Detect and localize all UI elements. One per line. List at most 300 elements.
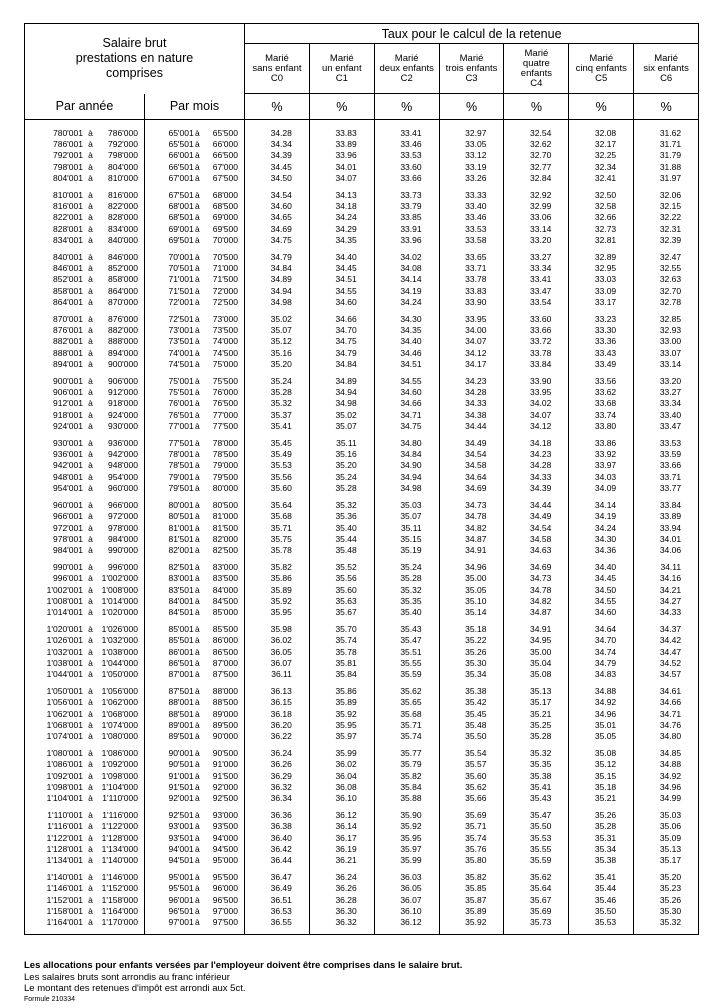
rate-cell-c1: 34.70 [309,325,374,336]
table-row [25,120,699,140]
range-from: 97'001 [168,917,194,927]
rate-cell-c0: 34.98 [245,297,310,308]
monthly-range-cell [145,771,245,782]
range-from: 95'001 [168,872,194,883]
rate-cell-c4: 34.28 [504,460,569,471]
range-separator: à [88,781,93,792]
table-row [25,720,699,731]
range-separator: à [88,759,93,770]
rate-cell-c3: 32.97 [439,120,504,140]
range-to: 86'500 [212,646,238,657]
rate-cell-c6: 33.00 [634,336,699,347]
rate-cell-c6: 35.09 [634,833,699,844]
monthly-range-cell [145,731,245,742]
range-from: 86'501 [168,657,194,668]
rate-cell-c3: 35.22 [439,635,504,646]
rate-cell-c0: 36.42 [245,844,310,855]
rate-cell-c2: 35.84 [374,782,439,793]
monthly-range-cell [145,201,245,212]
rate-cell-c3: 34.96 [439,556,504,573]
range-separator: à [88,314,93,325]
range-from: 1'164'001 [46,917,83,927]
rate-cell-c3: 34.07 [439,336,504,347]
rate-cell-c4: 35.43 [504,793,569,804]
rate-cell-c6: 33.34 [634,398,699,409]
range-separator: à [88,917,93,927]
rate-cell-c2: 35.79 [374,759,439,770]
table-row [25,246,699,263]
rate-cell-c5: 32.58 [569,201,634,212]
column-header-c3 [439,44,504,94]
range-separator: à [195,635,200,646]
range-separator: à [88,223,93,234]
range-separator: à [195,500,200,511]
range-separator: à [195,719,200,730]
rate-cell-c0: 34.34 [245,139,310,150]
range-separator: à [195,708,200,719]
range-from: 76'501 [168,409,194,420]
rate-cell-c1: 36.14 [309,821,374,832]
monthly-range-cell [145,866,245,883]
annual-range-cell [25,359,145,370]
rate-cell-c5: 34.09 [569,483,634,494]
rate-cell-c1: 36.30 [309,906,374,917]
rate-cell-c3: 33.95 [439,308,504,325]
range-separator: à [88,606,93,617]
range-to: 792'000 [108,139,138,150]
range-from: 1'092'001 [46,770,83,781]
annual-range-cell [25,742,145,759]
range-separator: à [195,172,200,183]
range-separator: à [88,511,93,522]
rate-cell-c6: 34.71 [634,709,699,720]
range-to: 89'000 [212,708,238,719]
range-separator: à [88,482,93,493]
table-row [25,274,699,285]
annual-range-cell [25,607,145,618]
rate-cell-c4: 33.78 [504,348,569,359]
rate-cell-c4: 34.73 [504,573,569,584]
rate-cell-c5: 32.73 [569,224,634,235]
monthly-range-cell [145,246,245,263]
range-to: 816'000 [108,190,138,201]
rate-cell-c6: 33.07 [634,348,699,359]
range-separator: à [88,398,93,409]
range-from: 78'501 [168,460,194,471]
rate-cell-c5: 32.89 [569,246,634,263]
range-separator: à [195,212,200,223]
range-from: 68'501 [168,212,194,223]
rate-cell-c5: 35.18 [569,782,634,793]
range-from: 1'062'001 [46,708,83,719]
range-to: 84'000 [212,584,238,595]
rate-cell-c4: 35.00 [504,647,569,658]
range-to: 1'014'000 [101,595,138,606]
rate-cell-c6: 35.17 [634,855,699,866]
range-separator: à [88,387,93,398]
range-from: 71'501 [168,285,194,296]
range-separator: à [195,730,200,741]
unit-header-c2: % [374,94,439,120]
range-from: 1'080'001 [46,748,83,759]
monthly-range-cell [145,844,245,855]
table-row [25,212,699,223]
range-separator: à [88,201,93,212]
rate-cell-c2: 35.95 [374,833,439,844]
range-to: 81'500 [212,522,238,533]
rate-cell-c3: 35.18 [439,618,504,635]
range-from: 70'001 [168,252,194,263]
rate-cell-c2: 34.46 [374,348,439,359]
rate-cell-c5: 34.45 [569,573,634,584]
table-row [25,173,699,184]
range-from: 93'501 [168,832,194,843]
range-separator: à [195,781,200,792]
rate-cell-c6: 32.93 [634,325,699,336]
monthly-range-cell [145,410,245,421]
rate-cell-c1: 35.52 [309,556,374,573]
range-separator: à [195,668,200,679]
table-row [25,162,699,173]
range-from: 73'501 [168,336,194,347]
range-to: 936'000 [108,438,138,449]
rate-cell-c2: 34.30 [374,308,439,325]
range-from: 84'001 [168,595,194,606]
footer-note-rounding-tax: Le montant des retenues d'impôt est arrondi aux 5ct. [24,983,246,994]
annual-range-cell [25,534,145,545]
range-to: 984'000 [108,533,138,544]
range-from: 95'501 [168,883,194,894]
annual-range-cell [25,782,145,793]
footer-note-rounding-salary: Les salaires bruts sont arrondis au franc inférieur [24,971,230,983]
table-row [25,421,699,432]
column-header-c4 [504,44,569,94]
rate-cell-c1: 34.35 [309,235,374,246]
rate-cell-c6: 33.40 [634,410,699,421]
rate-cell-c3: 34.28 [439,387,504,398]
range-to: 930'000 [108,420,138,431]
range-from: 840'001 [53,252,83,263]
column-header-line: Marié [329,52,354,64]
rate-cell-c0: 36.18 [245,709,310,720]
rate-cell-c0: 34.28 [245,120,310,140]
range-from: 82'001 [168,544,194,555]
rate-cell-c4: 34.07 [504,410,569,421]
range-separator: à [195,843,200,854]
range-from: 786'001 [53,139,83,150]
rate-cell-c4: 35.62 [504,866,569,883]
range-separator: à [88,697,93,708]
rate-cell-c3: 33.83 [439,286,504,297]
rate-cell-c4: 35.25 [504,720,569,731]
annual-range-cell [25,545,145,556]
rate-cell-c2: 35.82 [374,771,439,782]
rate-cell-c6: 31.97 [634,173,699,184]
rate-cell-c1: 36.19 [309,844,374,855]
range-separator: à [195,252,200,263]
rate-cell-c6: 35.32 [634,917,699,935]
rate-cell-c0: 35.92 [245,596,310,607]
rate-cell-c3: 35.85 [439,883,504,894]
rate-cell-c2: 35.35 [374,596,439,607]
rate-cell-c6: 34.85 [634,742,699,759]
range-to: 88'000 [212,686,238,697]
range-separator: à [195,821,200,832]
rate-cell-c2: 34.80 [374,432,439,449]
range-separator: à [88,657,93,668]
range-separator: à [195,697,200,708]
taux-header: Taux pour le calcul de la retenue [245,24,699,44]
rate-cell-c2: 33.53 [374,150,439,161]
monthly-range-cell [145,460,245,471]
range-separator: à [88,854,93,865]
rate-cell-c0: 36.05 [245,647,310,658]
range-to: 1'032'000 [101,635,138,646]
range-separator: à [88,376,93,387]
rate-cell-c1: 36.21 [309,855,374,866]
rate-cell-c5: 33.68 [569,398,634,409]
range-from: 89'001 [168,719,194,730]
rate-cell-c4: 34.44 [504,494,569,511]
range-from: 864'001 [53,296,83,307]
rate-cell-c4: 34.02 [504,398,569,409]
rate-cell-c3: 34.49 [439,432,504,449]
range-from: 81'001 [168,522,194,533]
column-header-line: six enfants [643,62,689,74]
table-row [25,759,699,770]
range-separator: à [195,336,200,347]
annual-range-cell [25,917,145,935]
annual-range-cell [25,895,145,906]
table-row [25,297,699,308]
range-from: 93'001 [168,821,194,832]
column-header-line: Marié [654,52,679,64]
rate-cell-c5: 33.49 [569,359,634,370]
annual-range-cell [25,731,145,742]
range-separator: à [88,252,93,263]
range-from: 71'001 [168,274,194,285]
rate-cell-c0: 34.39 [245,150,310,161]
rate-cell-c0: 35.60 [245,483,310,494]
range-from: 858'001 [53,285,83,296]
range-to: 79'000 [212,460,238,471]
rate-cell-c4: 33.14 [504,224,569,235]
rate-cell-c2: 35.40 [374,607,439,618]
rate-cell-c1: 35.11 [309,432,374,449]
rate-cell-c2: 33.41 [374,120,439,140]
range-separator: à [88,420,93,431]
annual-range-cell [25,150,145,161]
rate-cell-c2: 35.51 [374,647,439,658]
range-from: 888'001 [53,347,83,358]
rate-cell-c1: 35.24 [309,472,374,483]
range-to: 876'000 [108,314,138,325]
range-separator: à [88,595,93,606]
column-header-c6 [634,44,699,94]
column-header-line: C4 [530,77,543,89]
rate-cell-c5: 34.36 [569,545,634,556]
rate-cell-c6: 34.61 [634,680,699,697]
rate-cell-c5: 34.03 [569,472,634,483]
rate-cell-c0: 35.89 [245,585,310,596]
table-row [25,793,699,804]
par-mois-header: Par mois [145,94,245,120]
rate-cell-c6: 34.57 [634,669,699,680]
rate-cell-c3: 33.05 [439,139,504,150]
range-from: 996'001 [53,573,83,584]
rate-cell-c3: 34.58 [439,460,504,471]
rate-cell-c0: 34.45 [245,162,310,173]
range-from: 96'001 [168,894,194,905]
rate-cell-c6: 33.14 [634,359,699,370]
annual-range-cell [25,162,145,173]
rate-cell-c5: 33.80 [569,421,634,432]
rate-cell-c1: 34.24 [309,212,374,223]
rate-cell-c0: 36.11 [245,669,310,680]
column-header-line: Marié [589,52,614,64]
range-from: 966'001 [53,511,83,522]
rate-cell-c6: 34.47 [634,647,699,658]
range-from: 1'128'001 [46,843,83,854]
table-row [25,697,699,708]
table-row [25,387,699,398]
rate-cell-c4: 32.62 [504,139,569,150]
range-from: 79'001 [168,471,194,482]
rate-cell-c1: 35.20 [309,460,374,471]
rate-cell-c4: 34.78 [504,585,569,596]
rate-cell-c1: 34.79 [309,348,374,359]
range-to: 1'116'000 [102,810,138,821]
rate-cell-c5: 34.40 [569,556,634,573]
range-separator: à [195,562,200,573]
rate-cell-c2: 35.15 [374,534,439,545]
rate-cell-c3: 33.58 [439,235,504,246]
rate-cell-c4: 34.63 [504,545,569,556]
range-separator: à [195,285,200,296]
table-row [25,855,699,866]
table-row [25,308,699,325]
table-row [25,742,699,759]
range-from: 94'501 [168,854,194,865]
rate-cell-c3: 34.00 [439,325,504,336]
rate-cell-c4: 33.06 [504,212,569,223]
range-separator: à [88,161,93,172]
rate-cell-c0: 35.98 [245,618,310,635]
rate-cell-c4: 34.82 [504,596,569,607]
range-from: 76'001 [168,398,194,409]
rate-cell-c0: 36.24 [245,742,310,759]
rate-cell-c0: 36.07 [245,658,310,669]
rate-cell-c1: 34.98 [309,398,374,409]
rate-cell-c6: 34.80 [634,731,699,742]
monthly-range-cell [145,917,245,935]
rate-cell-c2: 35.11 [374,523,439,534]
range-separator: à [195,314,200,325]
rate-cell-c0: 35.71 [245,523,310,534]
range-from: 822'001 [53,212,83,223]
rate-cell-c2: 35.99 [374,855,439,866]
range-from: 85'501 [168,635,194,646]
range-to: 1'170'000 [101,917,138,927]
table-row [25,804,699,821]
rate-cell-c2: 35.59 [374,669,439,680]
range-to: 66'000 [212,139,238,150]
footer-bold-note: Les allocations pour enfants versées par l'employeur doivent être comprises dans le salaire brut. [24,960,463,971]
monthly-range-cell [145,421,245,432]
rate-cell-c0: 36.13 [245,680,310,697]
annual-range-cell [25,833,145,844]
rate-cell-c3: 35.92 [439,917,504,935]
rate-cell-c0: 34.69 [245,224,310,235]
rate-cell-c5: 33.23 [569,308,634,325]
rate-cell-c3: 35.34 [439,669,504,680]
range-to: 882'000 [108,325,138,336]
range-to: 78'000 [212,438,238,449]
rate-cell-c0: 35.24 [245,370,310,387]
table-row [25,398,699,409]
range-to: 1'056'000 [101,686,138,697]
rate-cell-c1: 35.07 [309,421,374,432]
rate-cell-c0: 35.56 [245,472,310,483]
annual-range-cell [25,449,145,460]
rate-cell-c0: 35.82 [245,556,310,573]
range-to: 92'500 [212,792,238,803]
monthly-range-cell [145,472,245,483]
column-header-line: trois enfants [445,62,498,74]
range-separator: à [88,894,93,905]
range-from: 88'501 [168,708,194,719]
rate-cell-c2: 34.66 [374,398,439,409]
table-row [25,494,699,511]
rate-cell-c5: 34.55 [569,596,634,607]
annual-range-cell [25,286,145,297]
unit-header-c0: % [245,94,310,120]
rate-cell-c2: 35.68 [374,709,439,720]
annual-range-cell [25,235,145,246]
range-from: 67'001 [168,172,194,183]
rate-cell-c6: 32.15 [634,201,699,212]
monthly-range-cell [145,545,245,556]
table-row [25,348,699,359]
rate-cell-c4: 34.49 [504,511,569,522]
rate-cell-c6: 33.27 [634,387,699,398]
range-from: 72'001 [168,296,194,307]
range-from: 80'501 [168,511,194,522]
rate-cell-c5: 32.50 [569,184,634,201]
range-to: 97'500 [212,917,238,927]
rate-cell-c2: 35.74 [374,731,439,742]
column-header-line: C5 [595,72,608,84]
table-row [25,906,699,917]
monthly-range-cell [145,387,245,398]
range-from: 870'001 [53,314,83,325]
salaire-brut-header [25,24,245,94]
range-to: 90'000 [212,730,238,741]
rate-cell-c4: 32.84 [504,173,569,184]
monthly-range-cell [145,432,245,449]
range-from: 91'001 [168,770,194,781]
rate-cell-c2: 34.14 [374,274,439,285]
rate-cell-c0: 35.86 [245,573,310,584]
range-from: 87'501 [168,686,194,697]
rate-cell-c5: 35.28 [569,821,634,832]
range-separator: à [195,420,200,431]
range-separator: à [88,336,93,347]
rate-cell-c3: 35.30 [439,658,504,669]
range-to: 1'020'000 [101,606,138,617]
rate-cell-c4: 34.58 [504,534,569,545]
range-to: 1'104'000 [101,781,138,792]
